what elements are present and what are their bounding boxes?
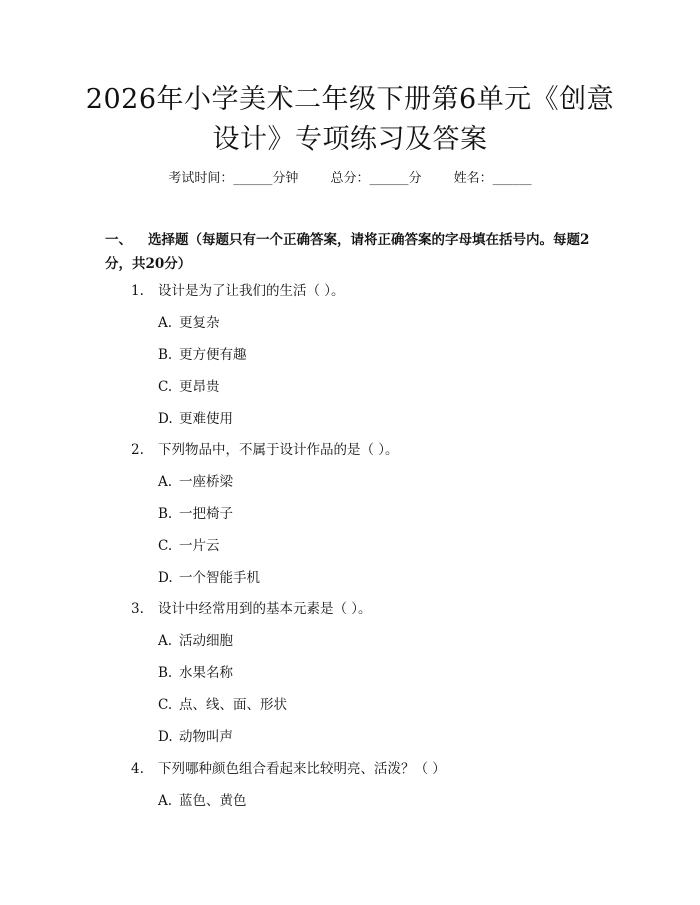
option [158,346,247,364]
option-letter: D. [158,729,173,745]
option-text: 一把椅子 [179,506,233,522]
section-instructions: 选择题（每题只有一个正确答案，请将正确答案的字母填在括号内。每题2分，共20分） [105,232,590,272]
option-text: 水果名称 [179,665,233,681]
question-number: 2. [131,442,144,458]
question-text: 下列哪种颜色组合看起来比较明亮、活泼？（ ） [158,761,446,777]
option [158,728,233,746]
option-text: 一座桥梁 [179,474,233,490]
question-number: 4. [131,761,144,777]
option [158,378,220,396]
document-title [60,80,640,160]
title-line-1: 2026年小学美术二年级下册第6单元《创意 [85,84,615,115]
option-letter: A. [158,315,173,331]
option [158,664,233,682]
option-text: 一片云 [179,538,220,554]
option-text: 活动细胞 [179,633,233,649]
question [131,441,399,459]
option-letter: D. [158,411,173,427]
option [158,792,247,810]
total-score: 总分：______分 [330,171,422,186]
option-letter: B. [158,506,173,522]
student-name: 姓名：______ [453,171,532,186]
option-letter: D. [158,570,173,586]
option-text: 一个智能手机 [179,570,260,586]
option-letter: B. [158,347,173,363]
title-line-2: 设计》专项练习及答案 [212,124,488,155]
option [158,632,233,650]
question [131,760,446,778]
question [131,282,345,300]
section-number: 一、 [105,232,132,248]
option [158,537,220,555]
option-letter: A. [158,474,173,490]
option-letter: B. [158,665,173,681]
question-text: 下列物品中，不属于设计作品的是（ ）。 [158,442,399,458]
question-text: 设计中经常用到的基本元素是（ ）。 [158,601,372,617]
exam-meta [0,170,700,188]
question-number: 3. [131,601,144,617]
option-text: 蓝色、黄色 [179,793,247,809]
question [131,600,372,618]
option-text: 更昂贵 [179,379,220,395]
option-letter: C. [158,697,173,713]
option [158,410,233,428]
exam-time: 考试时间：______分钟 [168,171,299,186]
option-letter: A. [158,633,173,649]
option-letter: A. [158,793,173,809]
option-text: 动物叫声 [179,729,233,745]
option [158,696,287,714]
option [158,569,260,587]
option [158,473,233,491]
option-text: 更方便有趣 [179,347,247,363]
section-heading [105,228,600,276]
option-text: 点、线、面、形状 [179,697,287,713]
option [158,314,220,332]
question-text: 设计是为了让我们的生活（ ）。 [158,283,345,299]
option [158,505,233,523]
option-text: 更难使用 [179,411,233,427]
question-number: 1. [131,283,144,299]
option-letter: C. [158,379,173,395]
option-text: 更复杂 [179,315,220,331]
option-letter: C. [158,538,173,554]
